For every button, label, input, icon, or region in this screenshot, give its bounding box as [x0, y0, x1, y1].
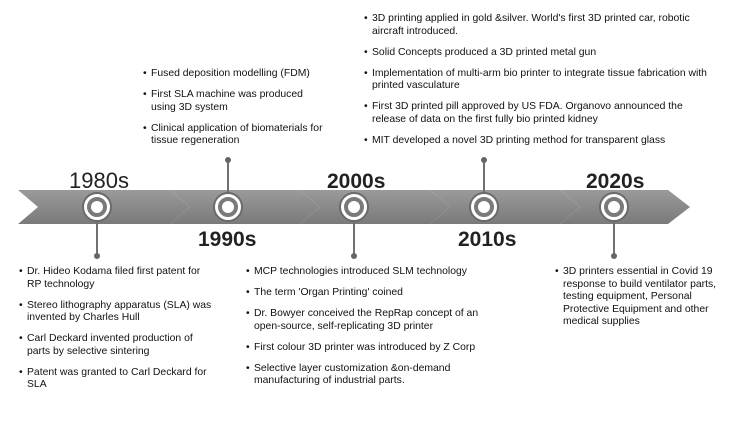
decade-label-1990s: 1990s: [198, 228, 257, 251]
events-2010s: [364, 13, 710, 156]
event-item: • First SLA machine was produced using 3D system: [143, 89, 329, 114]
event-item: • Selective layer customization &on-demand manufacturing of industrial parts.: [246, 363, 490, 388]
event-item: • Dr. Bowyer conceived the RepRap concept of an open-source, self-replicating 3D printer: [246, 308, 490, 333]
connector-dot-2010s: [481, 157, 487, 163]
event-item: • Fused deposition modelling (FDM): [143, 68, 329, 81]
connector-dot-1980s: [94, 253, 100, 259]
event-item: • MCP technologies introduced SLM technology: [246, 266, 490, 279]
decade-label-1980s: 1980s: [69, 168, 129, 193]
timeline-arrow-segment: [430, 190, 580, 224]
milestone-2020s: [600, 193, 628, 221]
events-1990s: [143, 68, 329, 156]
timeline-arrow-segment: [300, 190, 450, 224]
event-item: • Clinical application of biomaterials for tissue regeneration: [143, 123, 329, 148]
milestone-2000s: [340, 193, 368, 221]
connector-dot-2000s: [351, 253, 357, 259]
milestone-2010s: [470, 193, 498, 221]
event-item: • Patent was granted to Carl Deckard for SLA: [19, 367, 215, 392]
event-item: • The term 'Organ Printing' coined: [246, 287, 490, 300]
decade-label-2000s: 2000s: [327, 170, 386, 193]
milestone-1980s: [83, 193, 111, 221]
events-2020s: [555, 266, 723, 337]
events-2000s: [246, 266, 490, 396]
event-item: • Carl Deckard invented production of parts by selective sintering: [19, 333, 215, 358]
event-item: • Stereo lithography apparatus (SLA) was invented by Charles Hull: [19, 300, 215, 325]
event-item: • 3D printing applied in gold &silver. World's first 3D printed car, robotic aircraft introduced.: [364, 13, 710, 38]
event-item: • First colour 3D printer was introduced by Z Corp: [246, 342, 490, 355]
timeline-arrow-segment: [170, 190, 320, 224]
connector-dot-1990s: [225, 157, 231, 163]
event-item: • First 3D printed pill approved by US FDA. Organovo announced the release of data on the first fully bio printed kidney: [364, 101, 710, 126]
decade-label-2010s: 2010s: [458, 228, 517, 251]
event-item: • 3D printers essential in Covid 19 response to build ventilator parts, testing equipment, Personal Protective Equipment and other medical supplies: [555, 266, 723, 329]
event-item: • Dr. Hideo Kodama filed first patent for RP technology: [19, 266, 215, 291]
event-item: • Solid Concepts produced a 3D printed metal gun: [364, 47, 710, 60]
event-item: • Implementation of multi-arm bio printer to integrate tissue fabrication with printed vasculature: [364, 68, 710, 93]
milestone-1990s: [214, 193, 242, 221]
decade-label-2020s: 2020s: [586, 170, 645, 193]
events-1980s: [19, 266, 215, 400]
event-item: • MIT developed a novel 3D printing method for transparent glass: [364, 135, 710, 148]
connector-dot-2020s: [611, 253, 617, 259]
